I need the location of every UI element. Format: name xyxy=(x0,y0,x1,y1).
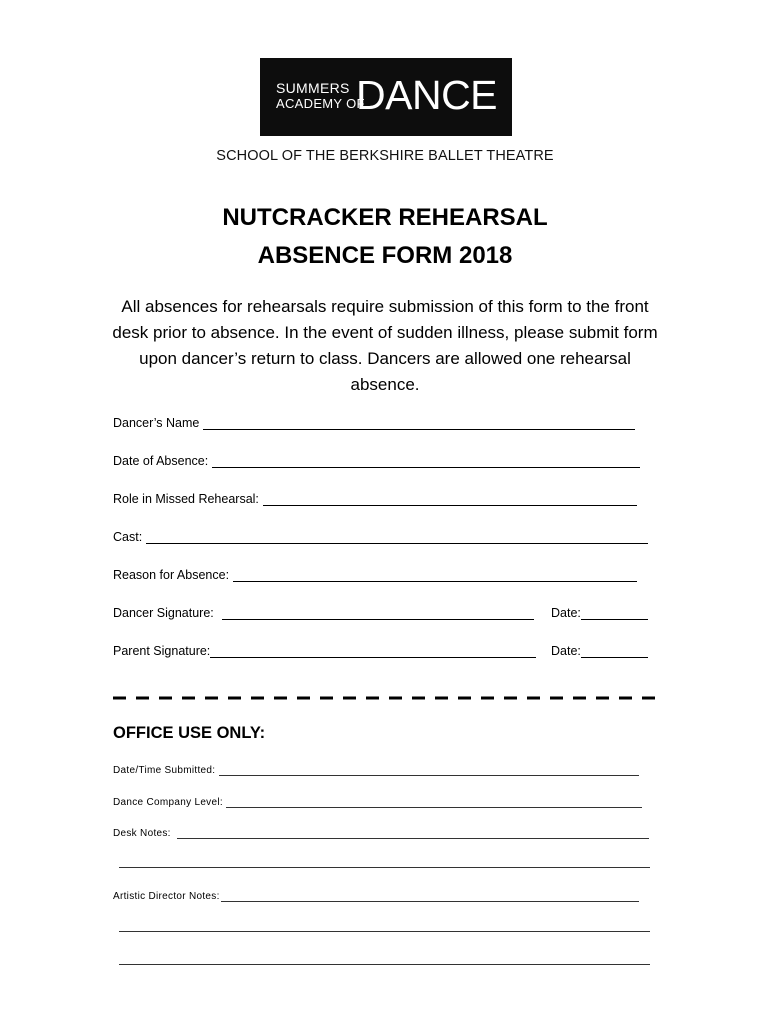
dancer-name-label: Dancer’s Name xyxy=(113,416,200,430)
date-time-submitted-field[interactable] xyxy=(113,762,639,776)
director-notes-field[interactable] xyxy=(113,888,639,902)
dancer-signature-label: Dancer Signature: xyxy=(113,606,214,620)
cast-label: Cast: xyxy=(113,530,143,544)
dancer-date-label: Date: xyxy=(551,606,581,620)
logo-line-academy: ACADEMY OF xyxy=(276,96,365,111)
role-label: Role in Missed Rehearsal: xyxy=(113,492,259,506)
dancer-signature-line[interactable] xyxy=(222,605,534,620)
dancer-name-line[interactable] xyxy=(203,415,635,430)
date-time-submitted-label: Date/Time Submitted: xyxy=(113,765,216,776)
reason-line[interactable] xyxy=(233,567,637,582)
dancer-date-line[interactable] xyxy=(581,605,648,620)
desk-notes-label: Desk Notes: xyxy=(113,828,171,839)
school-subtitle: SCHOOL OF THE BERKSHIRE BALLET THEATRE xyxy=(216,148,554,164)
academy-logo xyxy=(260,58,512,136)
parent-date-line[interactable] xyxy=(581,643,648,658)
cut-line-divider xyxy=(113,696,658,700)
date-of-absence-field[interactable] xyxy=(113,450,640,468)
cast-field[interactable] xyxy=(113,526,648,544)
desk-notes-line[interactable] xyxy=(177,828,649,839)
director-notes-line[interactable] xyxy=(221,891,639,902)
date-of-absence-line[interactable] xyxy=(212,453,640,468)
parent-signature-field[interactable] xyxy=(113,640,536,658)
parent-signature-line[interactable] xyxy=(210,643,536,658)
logo-line-summers: SUMMERS xyxy=(276,80,350,96)
company-level-label: Dance Company Level: xyxy=(113,797,223,808)
director-notes-extra-line-1[interactable] xyxy=(119,930,650,932)
cast-line[interactable] xyxy=(146,529,648,544)
desk-notes-field[interactable] xyxy=(113,825,649,839)
reason-label: Reason for Absence: xyxy=(113,568,230,582)
office-use-heading: OFFICE USE ONLY: xyxy=(113,724,266,742)
reason-field[interactable] xyxy=(113,564,637,582)
parent-signature-label: Parent Signature: xyxy=(113,644,211,658)
form-title-line2: ABSENCE FORM 2018 xyxy=(257,242,513,269)
dancer-name-field[interactable] xyxy=(113,412,635,430)
desk-notes-extra-line[interactable] xyxy=(119,866,650,868)
role-line[interactable] xyxy=(263,491,637,506)
parent-date-field[interactable] xyxy=(551,640,648,658)
form-title-line1: NUTCRACKER REHEARSAL xyxy=(222,204,548,231)
intro-paragraph: All absences for rehearsals require submission of this form to the front desk prior to absence. In the event of sudden illness, please submit form upon dancer’s return to class. Dancers are allowed one rehearsal absence. xyxy=(112,297,658,394)
dancer-signature-field[interactable] xyxy=(113,602,534,620)
date-of-absence-label: Date of Absence: xyxy=(113,454,209,468)
dancer-date-field[interactable] xyxy=(551,602,648,620)
director-notes-label: Artistic Director Notes: xyxy=(113,891,220,902)
company-level-line[interactable] xyxy=(226,797,642,808)
company-level-field[interactable] xyxy=(113,794,642,808)
director-notes-extra-line-2[interactable] xyxy=(119,963,650,965)
parent-date-label: Date: xyxy=(551,644,581,658)
logo-dance: DANCE xyxy=(356,72,498,118)
date-time-submitted-line[interactable] xyxy=(219,765,639,776)
role-field[interactable] xyxy=(113,488,637,506)
